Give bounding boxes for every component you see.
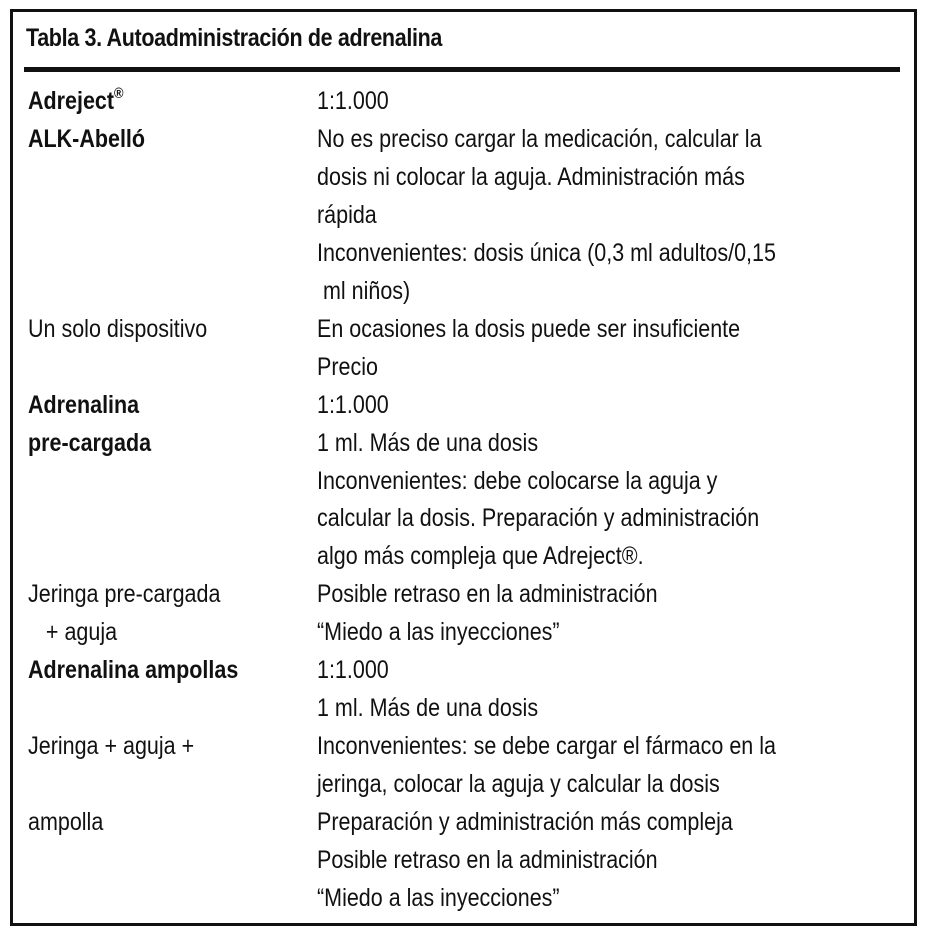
row-label: ampolla [28, 808, 104, 837]
row-description: 1:1.000 [317, 656, 389, 685]
table-row [0, 765, 930, 803]
row-description: Inconvenientes: se debe cargar el fármaco en la [317, 732, 776, 761]
row-description: 1 ml. Más de una dosis [317, 694, 539, 723]
table-row [0, 689, 930, 727]
row-label: pre-cargada [28, 428, 152, 457]
table-row [0, 727, 930, 765]
row-label: Jeringa pre-cargada [28, 580, 221, 609]
row-label: Un solo dispositivo [28, 314, 208, 343]
row-description: 1:1.000 [317, 87, 389, 115]
table-row [0, 462, 930, 500]
row-description: jeringa, colocar la aguja y calcular la dosis [317, 770, 720, 799]
table-row [0, 879, 930, 917]
table-row [0, 841, 930, 879]
row-description: 1:1.000 [317, 390, 389, 419]
table-row [0, 120, 930, 158]
table-row [0, 348, 930, 386]
row-description: Precio [317, 352, 378, 381]
row-description: Posible retraso en la administración [317, 846, 658, 874]
row-description: 1 ml. Más de una dosis [317, 428, 539, 457]
registered-mark: ® [114, 85, 124, 102]
table-row [0, 386, 930, 424]
table-row [0, 537, 930, 575]
row-description: ml niños) [317, 276, 411, 305]
row-description: “Miedo a las inyecciones” [317, 618, 560, 647]
table-row [0, 310, 930, 348]
row-description: calcular la dosis. Preparación y administración [317, 504, 760, 533]
row-description: “Miedo a las inyecciones” [317, 883, 560, 912]
row-description: Posible retraso en la administración [317, 580, 658, 609]
row-description: No es preciso cargar la medicación, calcular la [317, 124, 762, 153]
row-label: Adreject® [28, 85, 124, 115]
row-description: algo más compleja que Adreject®. [317, 542, 644, 571]
row-description: Inconvenientes: dosis única (0,3 ml adultos/0,15 [317, 238, 776, 267]
row-description: rápida [317, 200, 377, 229]
table-row [0, 424, 930, 462]
row-description: Inconvenientes: debe colocarse la aguja y [317, 466, 718, 495]
row-description: Preparación y administración más compleja [317, 808, 733, 837]
table-row [0, 499, 930, 537]
row-label: Jeringa + aguja + [28, 732, 195, 761]
row-label: + aguja [28, 618, 118, 647]
row-label: Adrenalina [28, 390, 140, 419]
row-description: dosis ni colocar la aguja. Administración más [317, 162, 745, 191]
table-row [0, 575, 930, 613]
table-row [0, 613, 930, 651]
table-row [0, 651, 930, 689]
table-row [0, 196, 930, 234]
table-row [0, 82, 930, 120]
table-row [0, 803, 930, 841]
table-row [0, 234, 930, 272]
table-row [0, 158, 930, 196]
row-label: Adrenalina ampollas [28, 656, 239, 685]
title-divider [24, 67, 900, 72]
table-title: Tabla 3. Autoadministración de adrenalina [26, 24, 442, 52]
table-row [0, 272, 930, 310]
row-description: En ocasiones la dosis puede ser insuficiente [317, 314, 741, 343]
row-label: ALK-Abelló [28, 124, 146, 153]
